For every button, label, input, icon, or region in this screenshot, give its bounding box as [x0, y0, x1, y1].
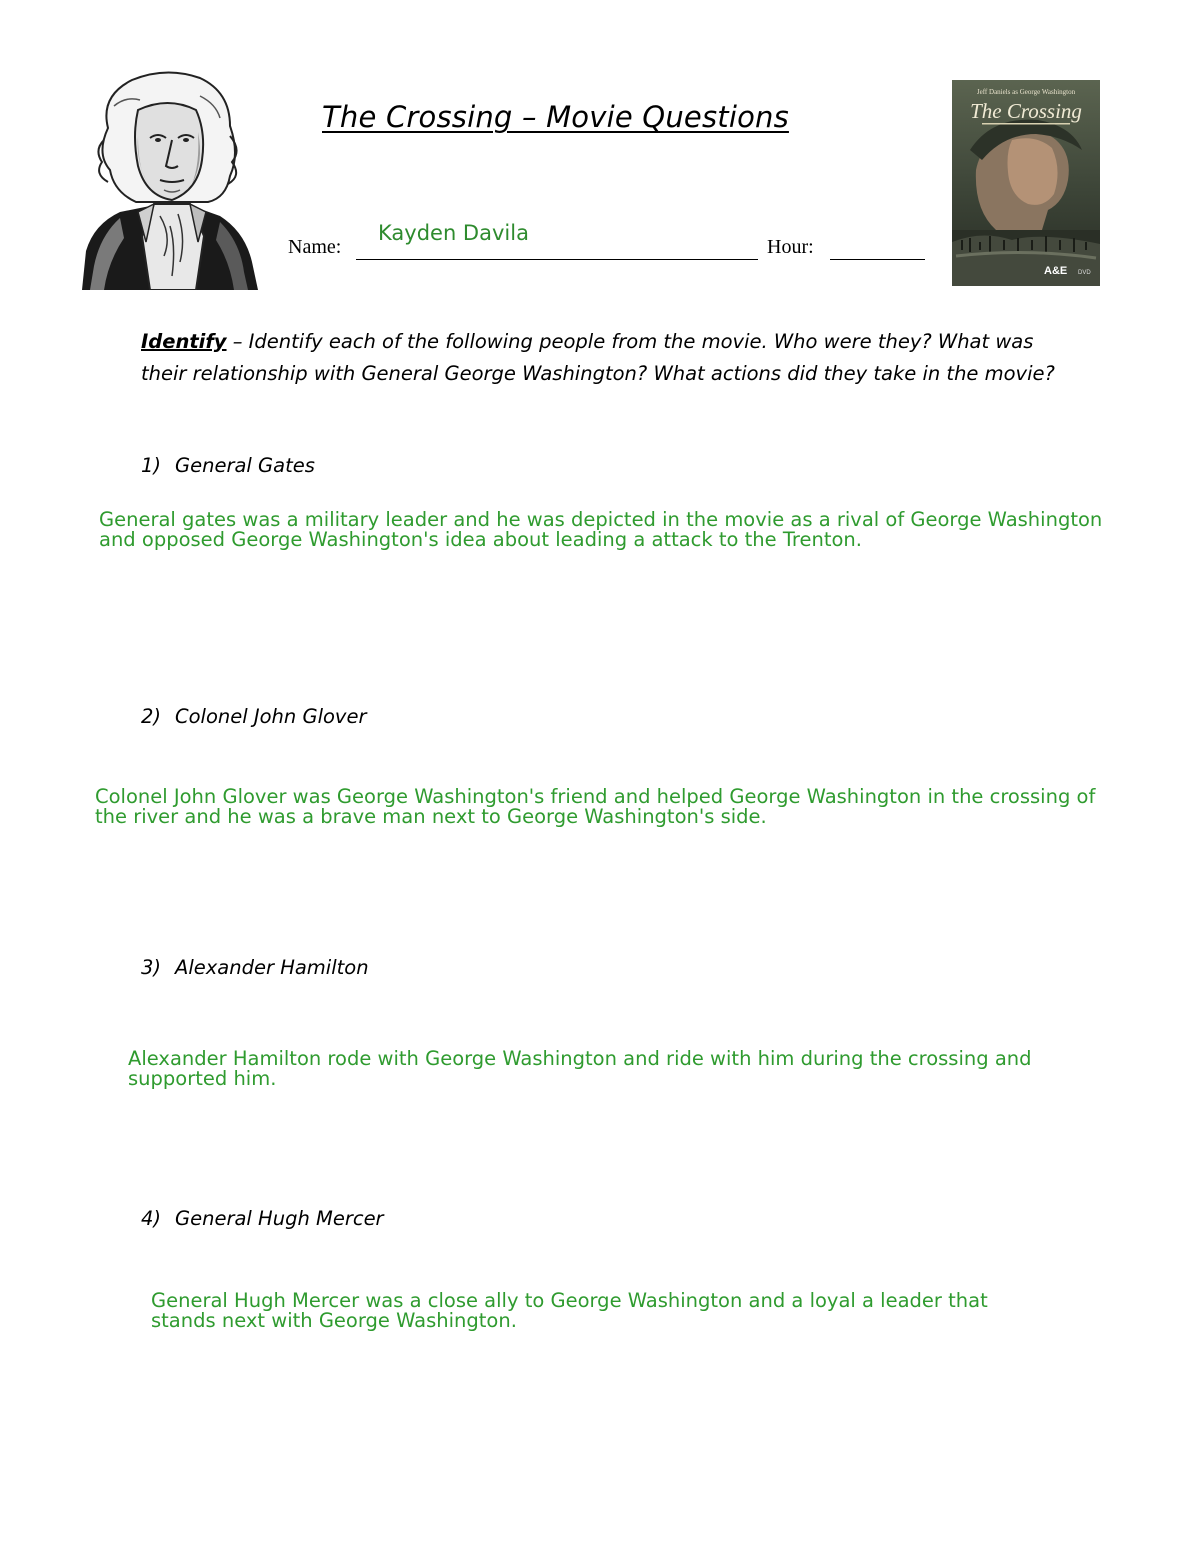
instructions-text: – Identify each of the following people from the movie. Who were they? What was their relationship with General George Washington? What actions did they take in the movie?	[141, 330, 1055, 385]
question-prompt: General Hugh Mercer	[175, 1207, 384, 1230]
ae-logo: A&E	[1044, 265, 1068, 277]
question-1	[141, 454, 315, 477]
name-field-line[interactable]	[356, 259, 758, 260]
worksheet-title: The Crossing – Movie Questions	[322, 100, 789, 134]
instructions-paragraph	[141, 326, 1071, 389]
poster-title: The Crossing	[970, 99, 1082, 123]
answer-4[interactable]: General Hugh Mercer was a close ally to George Washington and a loyal a leader that stands next with George Washington.	[151, 1289, 988, 1332]
answer-3[interactable]: Alexander Hamilton rode with George Washington and ride with him during the crossing and supported him.	[128, 1047, 1032, 1090]
question-prompt: Colonel John Glover	[175, 705, 367, 728]
answer-2[interactable]: Colonel John Glover was George Washington's friend and helped George Washington in the crossing of the river and he was a brave man next to George Washington's side.	[95, 785, 1096, 828]
question-number: 3)	[141, 956, 162, 979]
name-label: Name:	[288, 236, 342, 258]
question-number: 2)	[141, 705, 162, 728]
identify-heading: Identify	[141, 330, 227, 353]
question-2	[141, 705, 366, 728]
hour-field-line[interactable]	[830, 259, 925, 260]
question-prompt: General Gates	[175, 454, 315, 477]
poster-tagline: Jeff Daniels as George Washington	[976, 88, 1076, 96]
question-prompt: Alexander Hamilton	[175, 956, 369, 979]
dvd-logo: DVD	[1078, 270, 1091, 276]
movie-poster-image	[952, 80, 1100, 286]
question-3	[141, 956, 369, 979]
question-number: 1)	[141, 454, 162, 477]
hour-label: Hour:	[767, 236, 814, 258]
question-number: 4)	[141, 1207, 162, 1230]
george-washington-portrait	[80, 66, 260, 290]
question-4	[141, 1207, 384, 1230]
answer-1[interactable]: General gates was a military leader and he was depicted in the movie as a rival of George Washington and opposed George Washington's idea about leading a attack to the Trenton.	[99, 508, 1103, 551]
student-name-value[interactable]: Kayden Davila	[378, 221, 529, 245]
